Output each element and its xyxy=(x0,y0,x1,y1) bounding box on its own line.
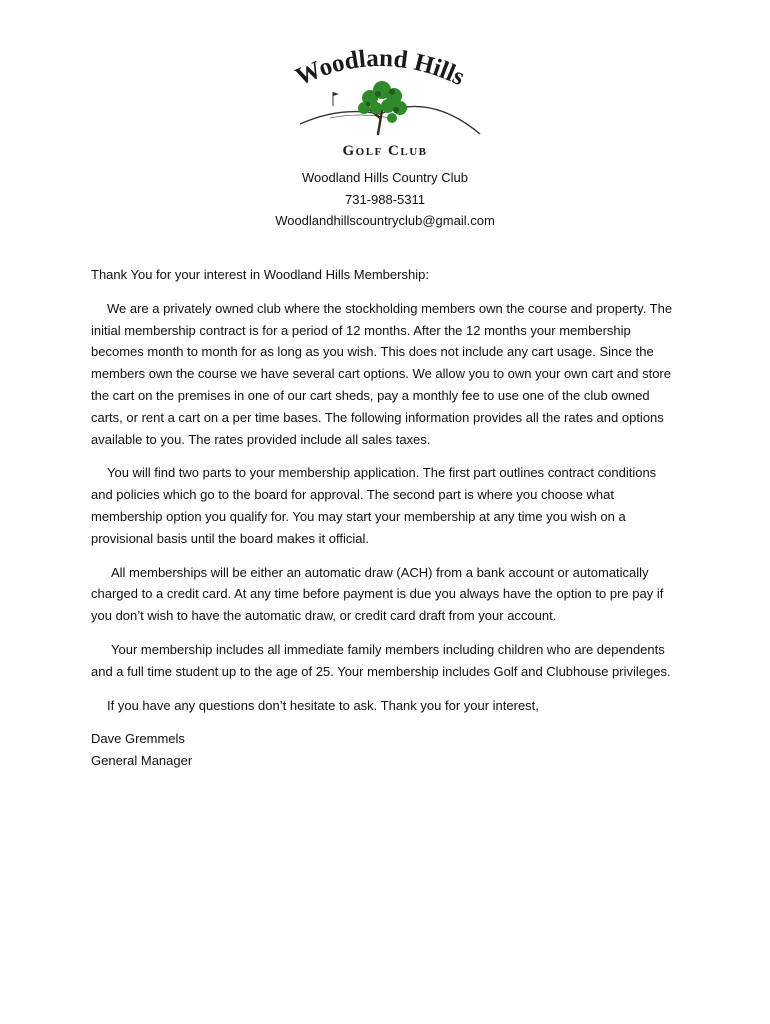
club-email: Woodlandhillscountryclub@gmail.com xyxy=(275,213,495,228)
signature-name: Dave Gremmels xyxy=(91,731,185,747)
paragraph-family: Your membership includes all immediate family members including children who are dependents and a full time student up to the age of 25. Your membership includes Golf and Clubhouse privileges. xyxy=(91,641,671,679)
paragraph-application: You will find two parts to your membership application. The first part outlines contract conditions and policies which go to the board for approval. The second part is where you choose what membership option you qualify for. You may start your membership at any time you wish on a provisional basis until the board makes it official. xyxy=(91,465,657,546)
contact-block xyxy=(0,167,770,232)
signature-block xyxy=(91,728,675,772)
logo-subtitle: Golf Club xyxy=(342,143,428,159)
letter-body xyxy=(91,264,675,772)
club-phone: 731-988-5311 xyxy=(345,191,425,207)
flag-icon xyxy=(333,92,339,96)
club-name: Woodland Hills Country Club xyxy=(302,170,468,185)
paragraph-payment: All memberships will be either an automatic draw (ACH) from a bank account or automatically charged to a credit card. At any time before payment is due you always have the option to pre pay if you don’t wish to have the automatic draw, or credit card draft from your account. xyxy=(91,564,664,624)
logo-arc-text: Woodland Hills xyxy=(291,48,469,92)
paragraph-closing: If you have any questions don’t hesitate to ask. Thank you for your interest, xyxy=(107,697,539,713)
signature-title: General Manager xyxy=(91,753,193,769)
club-logo-graphic xyxy=(270,48,500,160)
letter-greeting: Thank You for your interest in Woodland Hills Membership: xyxy=(91,267,429,282)
paragraph-ownership: We are a privately owned club where the stockholding members own the course and property. The initial membership contract is for a period of 12 months. After the 12 months your membership becomes month to month for as long as you wish. This does not include any cart usage. Since the members own the course we have several cart options. We allow you to own your own cart and store the cart on the premises in one of our cart sheds, pay a monthly fee to use one of the club owned carts, or rent a cart on a per time bases. The following information provides all the rates and options available to you. The rates provided include all sales taxes. xyxy=(91,300,673,447)
club-logo xyxy=(270,48,500,160)
